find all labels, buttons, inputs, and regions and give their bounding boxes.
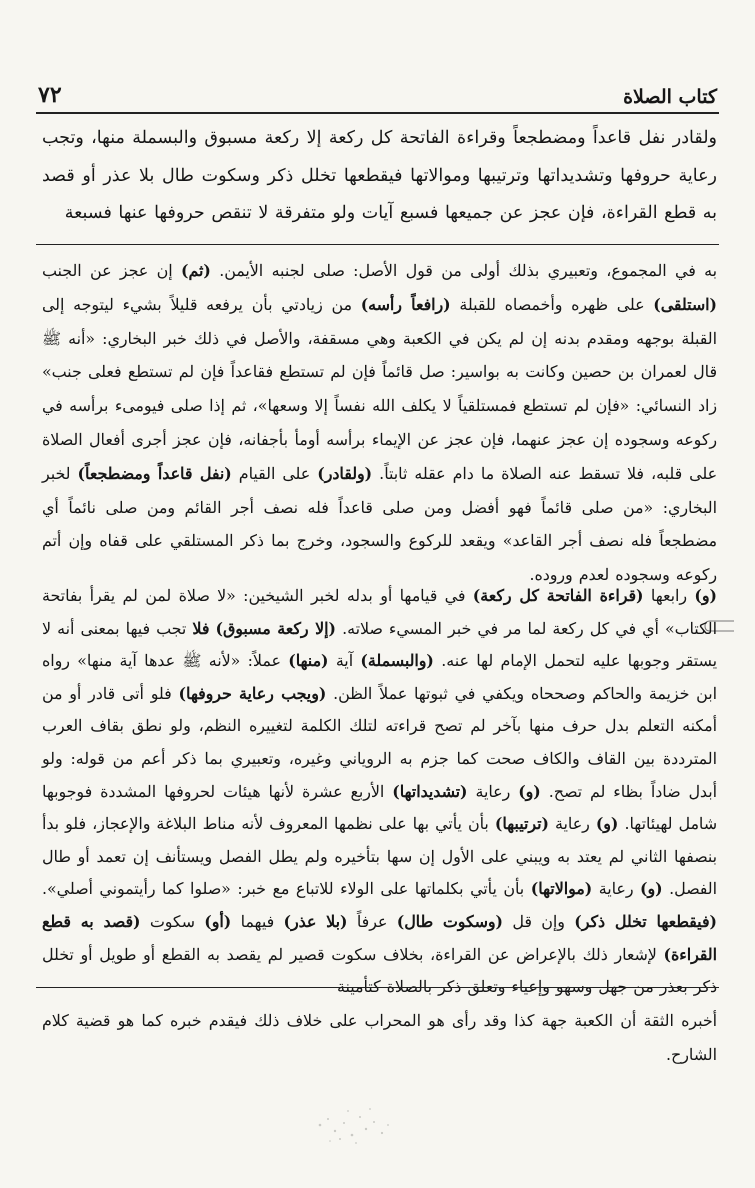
commentary-part-2 <box>42 580 717 1004</box>
bold-matn-phrase: (ويجب رعاية حروفها) <box>178 683 327 703</box>
commentary-run: رعاية <box>592 879 641 899</box>
bold-matn-phrase: (ثم) <box>180 261 211 280</box>
bold-matn-phrase: (فيقطعها تخلل ذكر) <box>574 911 717 931</box>
commentary-run: من زيادتي بأن يرفعه قليلاً بشيء ليتوجه إلى القبلة بوجهه ومقدم بدنه إن لم يكن في الكعبة وهي مسقفة، والأصل في ذلك خبر البخاري: «أنه ﷺ قال لعمران بن حصين وكانت به بواسير: صل قائماً فإن لم تستطع فقاعداً فإن لم تستطع فعلى جنب» زاد النسائي: «فإن لم تستطع فمستلقياً لا يكلف الله نفساً إلا وسعها»، ثم إذا صلى فيومىء برأسه في ركوعه وسجوده إن عجز عنهما، فإن عجز عن الإيماء برأسه أومأ بأجفانه، فإن عجز أجرى أفعال الصلاة على قلبه، فلا تسقط عنه الصلاة ما دام عقله ثابتاً. <box>42 294 718 483</box>
bold-matn-phrase: (منها) <box>288 651 329 671</box>
commentary-run: رعاية <box>467 781 519 801</box>
commentary-run: وإن قل <box>503 911 575 931</box>
bold-matn-phrase: (رافعاً رأسه) <box>360 294 451 314</box>
bold-matn-phrase: (والبسملة) <box>360 651 434 671</box>
commentary-run: آية <box>328 651 361 671</box>
commentary-run: على ظهره وأخمصاه للقبلة <box>450 294 654 314</box>
book-title: كتاب الصلاة <box>623 86 717 108</box>
commentary-run: فلو أتى قادر أو من أمكنه التعلم بدل حرف منها بآخر لم تصح قراءته لتلك الكلمة لتغييره النظم، ولو نطق بقاف العرب المترددة بين القاف والكاف صحت كما جزم به الروياني وغيره، وتعبيري بما ذكر أعم من قوله: ولو أبدل ضاداً بظاء لم تصح. <box>42 683 717 801</box>
separator-line <box>36 244 719 245</box>
commentary-run: بأن يأتي بها على نظمها المعروف لأنه مناط البلاغة والإعجاز، فلو بدأ بنصفها الثاني لم يعتد به ويبني على الأول إن سها بتأخيره ولم يطل الفصل ويستأنف إن تعمد أو طال الفصل. <box>42 814 718 899</box>
bold-matn-phrase: (موالاتها) <box>530 879 593 899</box>
bold-matn-phrase: (إلا ركعة مسبوق) <box>215 618 336 638</box>
bold-matn-phrase: (ترتيبها) <box>494 814 549 834</box>
commentary-run: رعاية <box>548 814 596 834</box>
commentary-run: لخبر البخاري: «من صلى قائماً فهو أفضل ومن صلى قاعداً فله نصف أجر القائم ومن صلى نائماً أي مضطجعاً فله نصف أجر القاعد» ويقعد للركوع والسجود، وخرج بما ذكر المستلقي على قفاه وإن أتم ركوعه وسجوده لعدم وروده. <box>42 463 717 585</box>
bold-matn-phrase: (و) <box>640 879 663 899</box>
commentary-run: رابعها <box>643 586 695 605</box>
bold-matn-phrase: (قراءة الفاتحة كل ركعة) <box>472 586 644 605</box>
commentary-run: تجب فيها بمعنى أنه لا يستقر وجوبها عليه لتحمل الإمام لها عنه. <box>42 618 717 671</box>
bold-matn-phrase: (و) <box>518 781 541 801</box>
bold-matn-phrase: (بلا عذر) <box>283 911 348 931</box>
commentary-run: في قيامها أو بدله لخبر الشيخين: «لا صلاة لمن لم يقرأ بفاتحة الكتاب» أي في كل ركعة لما مر في خبر المسيء صلاته. <box>42 586 718 638</box>
bold-matn-phrase: (و) <box>595 814 619 834</box>
commentary-run: عرفاً <box>347 911 397 931</box>
commentary-run: الأربع عشرة لأنها هيئات لحروفها المشددة فوجوبها شامل لهيئاتها. <box>42 781 717 834</box>
header-rule <box>36 112 719 114</box>
bold-matn-phrase: (وسكوت طال) <box>396 911 504 931</box>
commentary-run: لإشعار ذلك بالإعراض عن القراءة، بخلاف سكوت قصير لم يقصد به القطع أو طويل أو تخلل ذكر بعذر من جهل وسهو وإعياء وتعلق ذكر بالصلاة كتأمينة <box>42 944 717 997</box>
page-header <box>38 78 717 108</box>
commentary-run: على القيام <box>231 463 318 483</box>
bold-matn-phrase: (قصد به قطع القراءة) <box>42 911 717 964</box>
commentary-run: إن عجز عن الجنب <box>42 261 181 280</box>
faint-library-stamp <box>300 1095 410 1155</box>
commentary-run: به في المجموع، وتعبيري بذلك أولى من قول الأصل: صلى لجنبه الأيمن. <box>210 261 717 280</box>
bold-matn-phrase: (أو) <box>204 911 232 931</box>
bold-matn-phrase: فلا <box>192 618 210 638</box>
footnote-text: أخبره الثقة أن الكعبة جهة كذا وقد رأى هو المحراب على خلاف ذلك فيقدم خبره كما هو قضية كلام الشارح. <box>42 1011 717 1064</box>
footnote-separator <box>36 987 719 988</box>
commentary-run: عملاً: «لأنه ﷺ عدها آية منها» رواه ابن خزيمة والحاكم وصححاه ويكفي في ثبوتها عملاً الظن. <box>42 651 717 703</box>
bold-matn-phrase: (ولقادر) <box>317 463 373 483</box>
commentary-run: فيهما <box>231 911 284 931</box>
page-number: ٧٢ <box>38 82 62 108</box>
bold-matn-phrase: (تشديداتها) <box>392 781 468 801</box>
bold-matn-phrase: (نفل قاعداً ومضطجعاً) <box>77 463 232 483</box>
bold-matn-phrase: (استلقى) <box>653 294 718 314</box>
main-text: ولقادر نفل قاعداً ومضطجعاً وقراءة الفاتحة كل ركعة إلا ركعة مسبوق والبسملة منها، وتجب رعاية حروفها وتشديداتها وترتيبها وموالاتها فيقطعها تخلل ذكر وسكوت طال بلا عذر أو قصد به قطع القراءة، فإن عجز عن جميعها فسبع آيات ولو متفرقة لا تنقص حروفها عنها فسبعة <box>42 128 717 223</box>
commentary-run: سكوت <box>140 911 205 931</box>
commentary-part-1 <box>42 254 717 592</box>
commentary-run: بأن يأتي بكلماتها على الولاء للاتباع مع خبر: «صلوا كما رأيتموني أصلي». <box>42 879 531 899</box>
bold-matn-phrase: (و) <box>694 586 717 605</box>
